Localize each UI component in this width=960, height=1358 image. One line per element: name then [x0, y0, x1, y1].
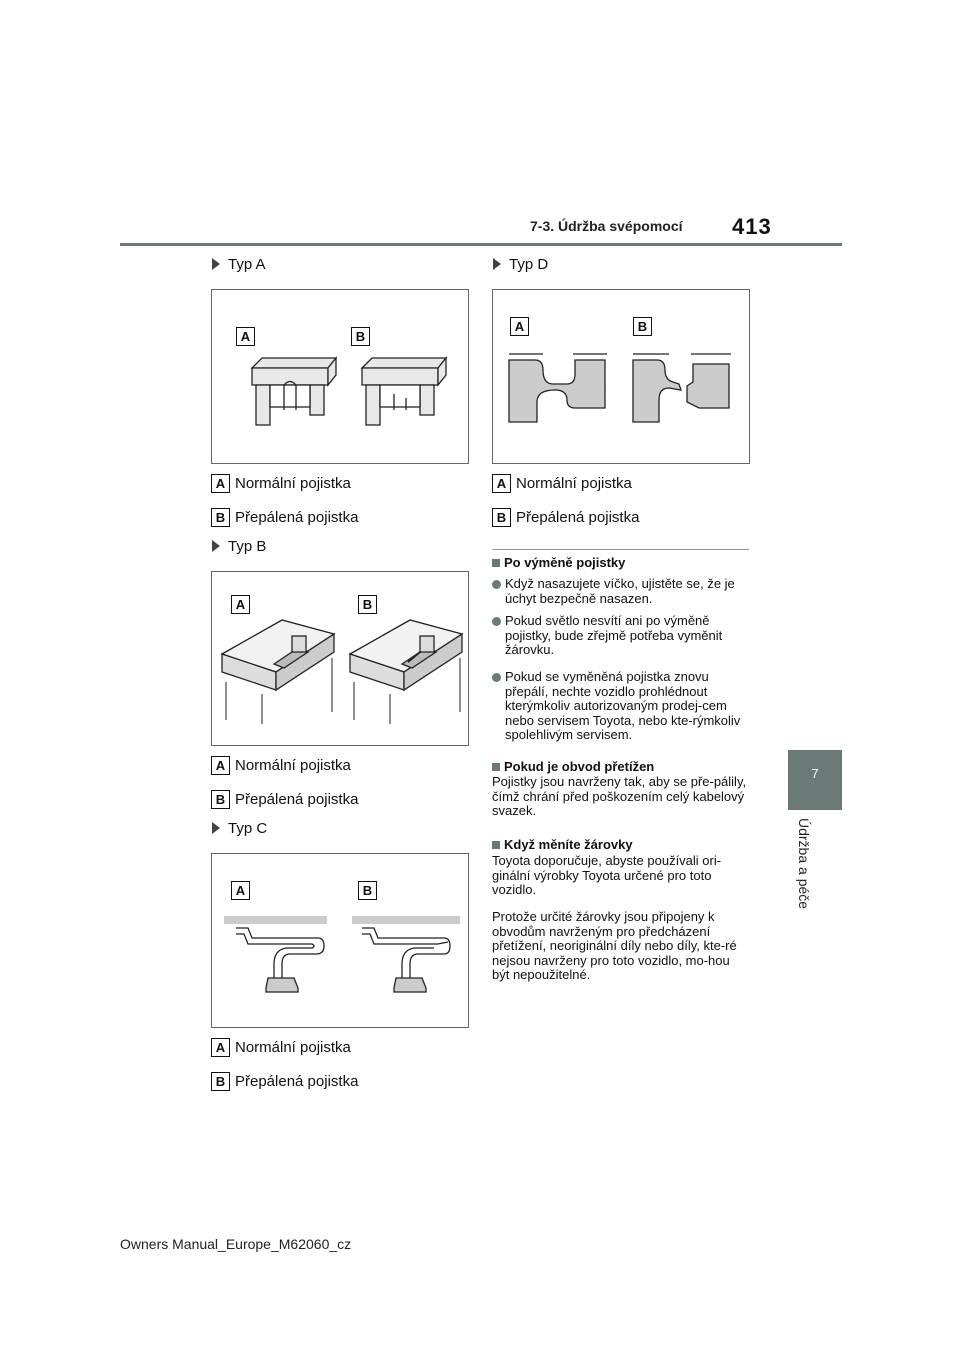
bullet-dot-icon — [492, 617, 501, 626]
type-c-heading: Typ C — [212, 820, 267, 837]
section-divider — [492, 549, 749, 550]
square-bullet-icon — [492, 841, 500, 849]
legend-normal: A Normální pojistka — [211, 474, 351, 493]
strip-fuse-illustration — [493, 290, 749, 463]
footer-text: Owners Manual_Europe_M62060_cz — [120, 1236, 352, 1252]
legend-blown: B Přepálená pojistka — [211, 508, 358, 527]
legend-normal: A Normální pojistka — [492, 474, 632, 493]
figure-label-a: A — [231, 881, 250, 900]
legend-label-a: A — [211, 474, 230, 493]
page-number: 413 — [732, 214, 772, 239]
arrow-icon — [493, 258, 501, 270]
section-title: 7-3. Údržba svépomocí — [530, 218, 683, 234]
tube-fuse-illustration — [212, 854, 468, 1027]
type-d-figure — [492, 289, 750, 464]
legend-blown: B Přepálená pojistka — [211, 1072, 358, 1091]
square-bullet-icon — [492, 763, 500, 771]
bullet-item: Pokud světlo nesvítí ani po výměně pojistky, bude zřejmě potřeba vyměnit žárovku. — [492, 614, 750, 658]
arrow-icon — [212, 540, 220, 552]
legend-label-a: A — [211, 1038, 230, 1057]
figure-label-a: A — [510, 317, 529, 336]
figure-label-a: A — [236, 327, 255, 346]
figure-label-b: B — [633, 317, 652, 336]
chapter-number: 7 — [811, 766, 819, 781]
legend-label-b: B — [211, 1072, 230, 1091]
arrow-icon — [212, 258, 220, 270]
type-b-heading: Typ B — [212, 538, 266, 555]
bullet-dot-icon — [492, 580, 501, 589]
legend-label-a: A — [492, 474, 511, 493]
legend-blown: B Přepálená pojistka — [211, 790, 358, 809]
legend-label-b: B — [492, 508, 511, 527]
blade-fuse-illustration — [212, 290, 468, 463]
bulbs-paragraph-1: Toyota doporučuje, abyste používali ori-ginální výrobky Toyota určené pro toto vozidlo. — [492, 853, 722, 897]
bulbs-paragraph-2: Protože určité žárovky jsou připojeny k obvodům navrženým pro předcházení přetížení, neoriginální díly nebo díly, kte-ré nejsou navrženy pro toto vozidlo, mo-hou být nepoužitelné. — [492, 909, 737, 982]
legend-normal: A Normální pojistka — [211, 1038, 351, 1057]
cartridge-fuse-illustration — [212, 572, 468, 745]
type-a-heading: Typ A — [212, 256, 266, 273]
overload-text: Pojistky jsou navrženy tak, aby se pře-pálily, čímž chrání před poškozením celý kabelový svazek. — [492, 774, 747, 818]
figure-label-b: B — [358, 595, 377, 614]
figure-label-b: B — [351, 327, 370, 346]
type-d-heading: Typ D — [493, 256, 548, 273]
bullet-item: Když nasazujete víčko, ujistěte se, že je úchyt bezpečně nasazen. — [492, 577, 750, 606]
legend-normal: A Normální pojistka — [211, 756, 351, 775]
bullet-dot-icon — [492, 673, 501, 682]
legend-label-b: B — [211, 508, 230, 527]
type-c-figure — [211, 853, 469, 1028]
type-b-figure — [211, 571, 469, 746]
bullet-item: Pokud se vyměněná pojistka znovu přepálí, nechte vozidlo prohlédnout kterýmkoliv autorizovaným prodej-cem nebo servisem Toyota, nebo kte-rýmkoliv spolehlivým servisem. — [492, 670, 750, 743]
overload-heading: Pokud je obvod přetížen — [492, 759, 654, 774]
bulbs-heading: Když měníte žárovky — [492, 837, 633, 852]
legend-label-a: A — [211, 756, 230, 775]
figure-label-b: B — [358, 881, 377, 900]
legend-blown: B Přepálená pojistka — [492, 508, 639, 527]
header-rule — [120, 243, 842, 246]
chapter-label: Údržba a péče — [796, 818, 812, 910]
legend-label-b: B — [211, 790, 230, 809]
type-a-figure — [211, 289, 469, 464]
arrow-icon — [212, 822, 220, 834]
figure-label-a: A — [231, 595, 250, 614]
after-replace-heading: Po výměně pojistky — [492, 555, 625, 570]
square-bullet-icon — [492, 559, 500, 567]
